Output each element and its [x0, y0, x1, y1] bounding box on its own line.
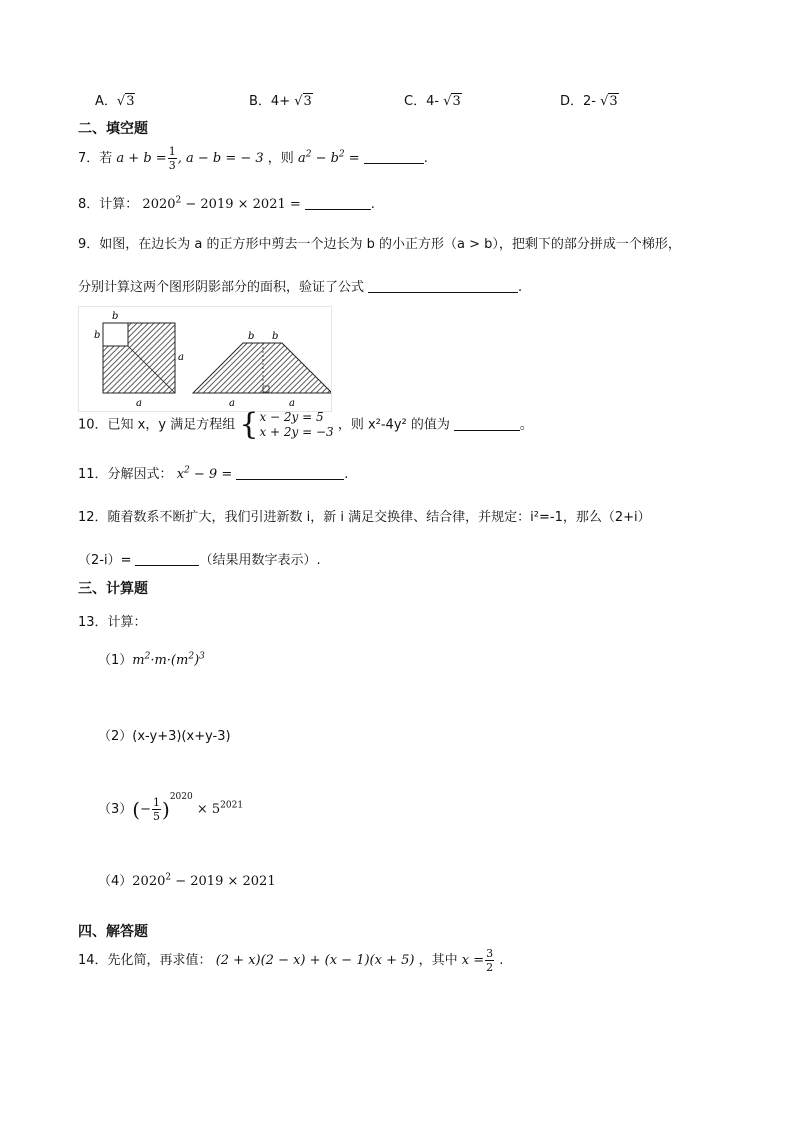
label-b-left: b: [94, 330, 101, 341]
radicand: 3: [452, 94, 461, 109]
answer-blank[interactable]: [305, 196, 371, 210]
sqrt-expr: √3: [443, 94, 461, 109]
question-13-part4: [98, 870, 276, 889]
question-12-line1: 12．随着数系不断扩大，我们引进新数 i，新 i 满足交换律、结合律，并规定：i²=-1，那么（2+i）: [78, 510, 651, 525]
label-a-right: a: [178, 352, 184, 363]
question-7: 7．若 a + b = $\frac{1}{3}$ , a − b = − 3 ，则 $a^2 - b^2$ = .: [78, 145, 428, 172]
option-expr: 2-: [583, 94, 601, 109]
option-d: [560, 90, 619, 109]
figure-svg: [79, 307, 331, 411]
math-expr: $x^2 - 9$ =: [176, 465, 233, 482]
math-expr: $2020^2 - 2019 \times 2021$ =: [142, 195, 301, 212]
brace: {: [239, 407, 259, 442]
label-b-top: b: [112, 311, 119, 322]
shaded-trapezoid: [193, 343, 331, 393]
equation-system: [259, 410, 333, 440]
section-heading-answer: 四、解答题: [78, 924, 148, 940]
question-13-part2: （2）(x-y+3)(x+y-3): [98, 729, 231, 744]
answer-blank[interactable]: [236, 466, 344, 480]
question-text: ，则 x²-4y² 的值为: [337, 417, 450, 433]
equation-2: x + 2y = −3: [259, 425, 334, 439]
math-expr: (2 + x)(2 − x) + (x − 1)(x + 5): [215, 953, 415, 968]
question-9-line1: 9．如图，在边长为 a 的正方形中剪去一个边长为 b 的小正方形（a > b），把剩下的部分拼成一个梯形，: [78, 237, 681, 252]
question-13-part1: [98, 649, 205, 668]
label-a-bottom: a: [136, 398, 142, 409]
math-expr: (− $\frac{1}{5}$ )$^{2020} \times 5^{2021}$: [132, 792, 244, 823]
question-number: 7．若: [78, 151, 113, 166]
question-number: 8．计算：: [78, 197, 139, 212]
punct: .: [423, 151, 428, 166]
question-13: 13．计算：: [78, 615, 147, 630]
punct: .: [370, 197, 375, 212]
option-c: [404, 90, 462, 109]
question-text: ，则: [267, 151, 294, 166]
sqrt-expr: √3: [600, 94, 618, 109]
option-a: [95, 90, 135, 109]
option-b: [249, 90, 313, 109]
answer-blank[interactable]: [364, 150, 424, 164]
answer-blank[interactable]: [454, 417, 520, 431]
section-heading-fill-blank: 二、填空题: [78, 121, 148, 137]
part-label: （4）: [98, 874, 133, 889]
section-heading-calculation: 三、计算题: [78, 581, 148, 597]
answer-blank[interactable]: [368, 279, 518, 293]
cut-small-square: [103, 323, 128, 346]
punct: 。: [519, 417, 533, 433]
question-8: [78, 193, 375, 212]
option-label: A．: [95, 94, 117, 109]
math-expr: $a^2 - b^2$ =: [297, 149, 360, 166]
question-number: 14．先化简，再求值：: [78, 953, 212, 968]
math-expr: x =: [461, 953, 485, 968]
punct: .: [499, 953, 504, 968]
math-expr: $m^2\cdot m\cdot(m^2)^3$: [132, 651, 205, 668]
radicand: 3: [609, 94, 618, 109]
answer-blank[interactable]: [135, 552, 199, 566]
option-expr: 4+: [270, 94, 295, 109]
label-trap-b1: b: [248, 331, 255, 342]
question-14: [78, 948, 503, 973]
sqrt-expr: √3: [116, 94, 135, 109]
option-label: C．: [404, 94, 427, 109]
punct: .: [344, 467, 349, 482]
question-number: 11．分解因式：: [78, 467, 173, 482]
question-text: （结果用数字表示）.: [199, 553, 321, 568]
question-9-line2: [78, 276, 522, 295]
question-text: ，其中: [418, 953, 458, 968]
question-number: 10．已知 x，y 满足方程组: [78, 417, 236, 433]
option-expr: 4-: [426, 94, 444, 109]
question-text: 分别计算这两个图形阴影部分的面积，验证了公式: [78, 280, 365, 295]
question-10: [78, 407, 533, 442]
fraction: $\frac{3}{2}$: [486, 947, 494, 974]
sqrt-expr: √3: [294, 94, 312, 109]
question-12-line2: [78, 549, 321, 568]
equation-1: x − 2y = 5: [259, 410, 324, 424]
math-expr: $2020^2 - 2019 \times 2021$: [132, 872, 276, 889]
label-trap-b2: b: [272, 331, 279, 342]
punct: .: [518, 280, 523, 295]
option-label: D．: [560, 94, 584, 109]
figure-square-trapezoid: [78, 306, 332, 412]
label-trap-a2: a: [289, 398, 295, 409]
radicand: 3: [126, 94, 135, 109]
radicand: 3: [303, 94, 312, 109]
option-label: B．: [249, 94, 271, 109]
question-text: （2-i）=: [78, 553, 132, 568]
math-expr: a + b =: [116, 151, 167, 166]
question-11: [78, 463, 348, 482]
fraction: $\frac{1}{3}$: [168, 145, 176, 172]
part-label: （1）: [98, 653, 133, 668]
label-trap-a1: a: [229, 398, 235, 409]
part-label: （3）: [98, 802, 133, 817]
question-13-part3: [98, 792, 243, 822]
